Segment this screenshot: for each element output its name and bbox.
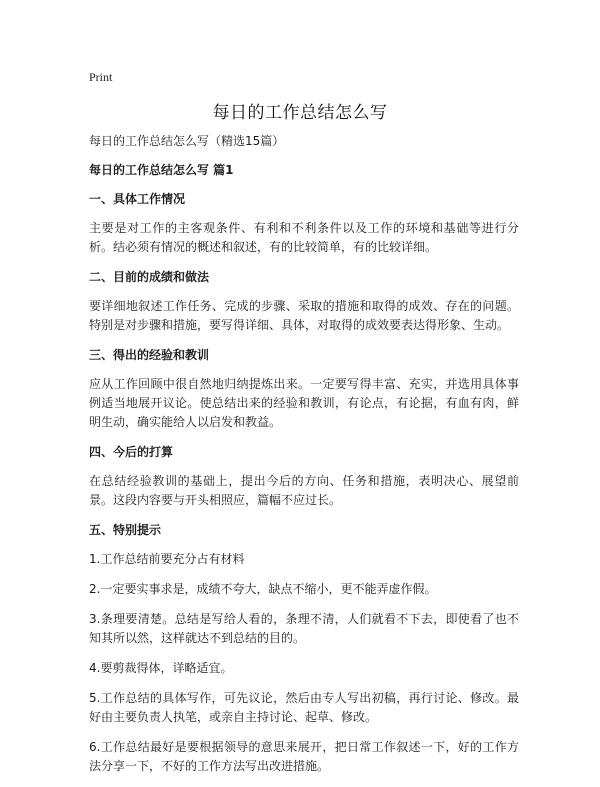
tips-heading: 五、特别提示 xyxy=(89,523,162,537)
section-heading-1: 一、具体工作情况 xyxy=(89,192,186,206)
article-title: 每日的工作总结怎么写 篇1 xyxy=(89,163,234,177)
page-title: 每日的工作总结怎么写 xyxy=(212,103,388,123)
tip-item-5: 5.工作总结的具体写作，可先议论，然后由专人写出初稿，再行讨论、修改。最好由主要负责人执笔，或亲自主持讨论、起草、修改。 xyxy=(89,691,519,724)
section-text-3: 应从工作回顾中很自然地归纳提炼出来。一定要写得丰富、充实，并选用具体事例适当地展开议论。使总结出来的经验和教训，有论点，有论据，有血有肉，鲜明生动，确实能给人以启发和教益。 xyxy=(89,377,519,429)
tip-item-4: 4.要剪裁得体，详略适宜。 xyxy=(89,661,233,675)
document-body xyxy=(89,132,519,787)
tip-item-3: 3.条理要清楚。总结是写给人看的，条理不清，人们就看不下去，即使看了也不知其所以然，这样就达不到总结的目的。 xyxy=(89,612,519,645)
section-heading-3: 三、得出的经验和教训 xyxy=(89,348,210,362)
tip-item-6: 6.工作总结最好是要根据领导的意思来展开，把日常工作叙述一下，好的工作方法分享一下，不好的工作方法写出改进措施。 xyxy=(89,740,519,773)
document-subtitle: 每日的工作总结怎么写（精选15篇） xyxy=(89,134,285,148)
section-heading-2: 二、目前的成绩和做法 xyxy=(89,270,210,284)
print-label: Print xyxy=(89,70,113,84)
tip-item-1: 1.工作总结前要充分占有材料 xyxy=(89,552,245,566)
section-text-1: 主要是对工作的主客观条件、有利和不利条件以及工作的环境和基础等进行分析。结必须有情况的概述和叙述，有的比较简单，有的比较详细。 xyxy=(89,221,519,254)
section-heading-4: 四、今后的打算 xyxy=(89,445,174,459)
section-text-2: 要详细地叙述工作任务、完成的步骤、采取的措施和取得的成效、存在的问题。特别是对步骤和措施，要写得详细、具体，对取得的成效要表达得形象、生动。 xyxy=(89,299,519,332)
tip-item-2: 2.一定要实事求是，成绩不夸大，缺点不缩小，更不能弄虚作假。 xyxy=(89,582,437,596)
section-text-4: 在总结经验教训的基础上，提出今后的方向、任务和措施，表明决心、展望前景。这段内容要与开头相照应，篇幅不应过长。 xyxy=(89,474,519,507)
